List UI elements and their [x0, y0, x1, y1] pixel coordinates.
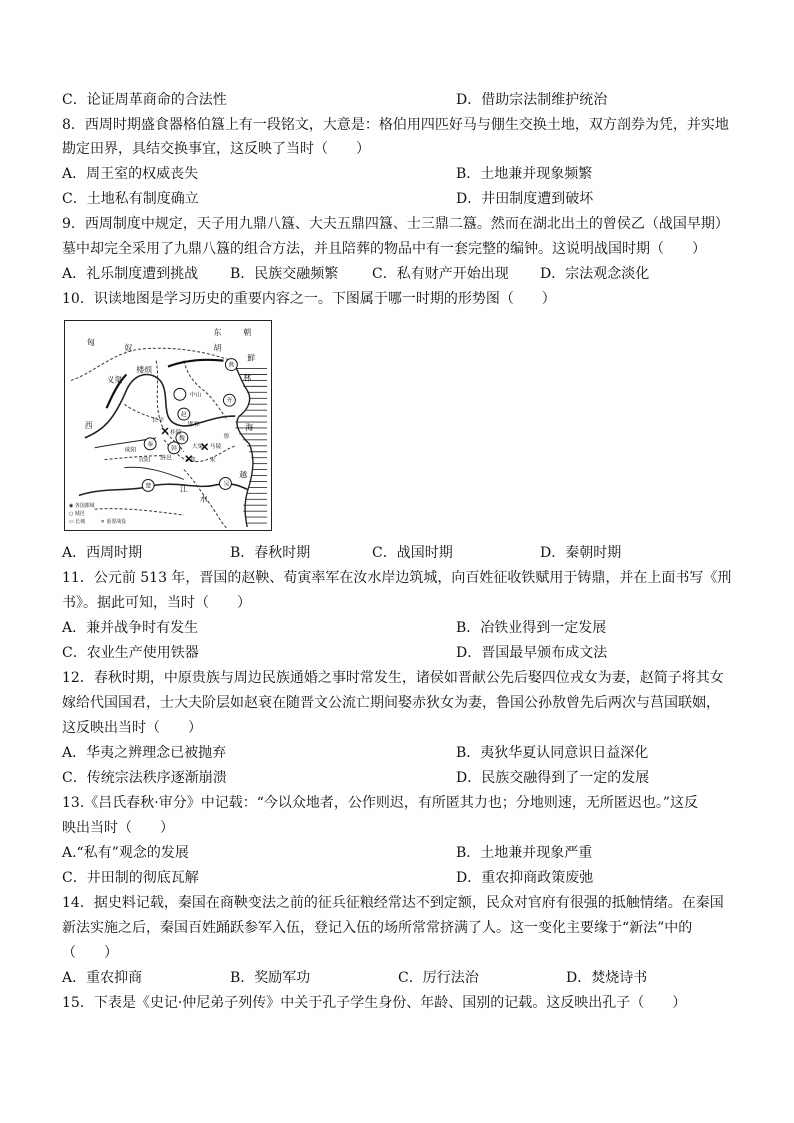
q14-stem-line-3: （ ） [62, 945, 118, 961]
q14-option-d[interactable]: D．焚烧诗书 [566, 970, 648, 986]
map-label: 鲁 [223, 432, 230, 440]
coastline [233, 363, 253, 527]
q7-option-d[interactable]: D．借助宗法制维护统治 [456, 92, 608, 108]
q9-option-d[interactable]: D．宗法观念淡化 [540, 266, 650, 282]
q12-option-d[interactable]: D．民族交融得到了一定的发展 [456, 770, 650, 786]
q13-option-a[interactable]: A.“私有”观念的发展 [62, 845, 189, 861]
q13-stem-line-2: 映出当时（ ） [62, 820, 174, 836]
map-label: 楼烦 [136, 365, 153, 375]
map-label: 中山 [189, 391, 202, 399]
sea-hatching [235, 369, 267, 523]
map-label: 匈 [86, 337, 95, 347]
q11-stem-line-1: 11．公元前 513 年，晋国的赵鞅、荀寅率军在汝水岸边筑城，向百姓征收铁赋用于铸鼎，并在上面书写《刑 [62, 570, 732, 586]
q13-option-b[interactable]: B．土地兼并现象严重 [456, 845, 593, 861]
q10-option-d[interactable]: D．秦朝时期 [540, 545, 622, 561]
q11-option-d[interactable]: D．晋国最早颁布成文法 [456, 645, 608, 661]
map-label: 洛邑 [160, 454, 172, 462]
map-label: 桂陵 [169, 428, 182, 436]
q14-stem-line-2: 新法实施之后，秦国百姓踊跃参军入伍，登记入伍的场所常常挤满了人。这一变化主要缘于“新法”中的 [62, 920, 693, 936]
q8-option-b[interactable]: B．土地兼并现象频繁 [456, 166, 593, 182]
q12-option-b[interactable]: B．夷狄华夏认同意识日益深化 [456, 745, 649, 761]
q8-option-a[interactable]: A．周王室的权威丧失 [62, 166, 199, 182]
map-label: 郑 [189, 456, 196, 464]
map-label: 江 [179, 484, 188, 494]
han-river [124, 467, 183, 479]
q14-option-a[interactable]: A．重农抑商 [62, 970, 143, 986]
map-label: 魏 [178, 434, 185, 442]
warring-states-map [64, 320, 272, 531]
q11-option-b[interactable]: B．冶铁业得到一定发展 [456, 620, 607, 636]
q8-stem-line-2: 勘定田界，具结交换事宜，这反映了当时（ ） [62, 141, 370, 157]
map-label: 鲜 [247, 353, 256, 363]
q9-option-c[interactable]: C．私有财产开始出现 [372, 266, 509, 282]
q8-stem-line-1: 8．西周时期盛食器格伯簋上有一段铭文，大意是：格伯用四匹好马与倗生交换土地，双方剖券为凭，并实地 [62, 117, 729, 133]
map-label: 海 [245, 422, 254, 432]
q10-option-c[interactable]: C．战国时期 [372, 545, 453, 561]
legend-item: ✕ 重要战役 [100, 519, 127, 526]
map-label: 宜阳 [138, 456, 151, 464]
q11-stem-line-2: 书》。据此可知，当时（ ） [62, 595, 251, 611]
q12-stem-line-1: 12．春秋时期，中原贵族与周边民族通婚之事时常发生，诸侯如晋献公先后娶四位戎女为妻，赵简子将其女 [62, 670, 724, 686]
map-label: 林 [243, 373, 252, 383]
map-label: 宋 [209, 456, 216, 464]
legend-item: ○ 城邑 [68, 511, 85, 518]
map-label: 楚 [145, 482, 152, 490]
map-label: 燕 [228, 361, 235, 369]
map-labels [85, 327, 255, 503]
map-label: 韩 [170, 444, 177, 452]
q14-stem-line-1: 14．据史料记载，秦国在商鞅变法之前的征兵征粮经常达不到定额，民众对官府有很强的抵触情绪。在秦国 [62, 895, 724, 911]
legend-item: ◉ 各国都城 [68, 503, 95, 510]
map-label: 咸阳 [124, 446, 137, 454]
map-label: 秦 [147, 440, 154, 448]
map-svg [65, 321, 271, 530]
map-label: 大梁 [191, 442, 204, 450]
q9-option-a[interactable]: A．礼乐制度遭到挑战 [62, 266, 199, 282]
q9-stem-line-2: 墓中却完全采用了九鼎八簋的组合方法，并且陪葬的物品中有一套完整的编钟。这说明战国时期（ ） [62, 241, 706, 257]
map-label: 朝 [243, 327, 252, 337]
map-label: 水 [199, 494, 208, 504]
q14-option-c[interactable]: C．厉行法治 [398, 970, 479, 986]
q11-option-a[interactable]: A．兼并战争时有发生 [62, 620, 199, 636]
map-label: 邯郸 [187, 420, 200, 428]
q15-stem: 15．下表是《史记·仲尼弟子列传》中关于孔子学生身份、年龄、国别的记载。这反映出孔子（ ） [62, 995, 687, 1011]
q8-option-c[interactable]: C．土地私有制度确立 [62, 191, 199, 207]
q7-option-c[interactable]: C．论证周革商命的合法性 [62, 92, 227, 108]
q12-option-c[interactable]: C．传统宗法秩序逐渐崩溃 [62, 770, 227, 786]
legend-item: ▭ 长城 [68, 519, 86, 526]
q10-option-b[interactable]: B．春秋时期 [230, 545, 311, 561]
q11-option-c[interactable]: C．农业生产使用铁器 [62, 645, 199, 661]
q13-option-c[interactable]: C．井田制的彻底瓦解 [62, 870, 199, 886]
map-label: 越 [239, 470, 248, 480]
map-label: 齐 [226, 397, 233, 405]
map-label: 义渠 [106, 375, 123, 385]
q9-stem-line-1: 9．西周制度中规定，天子用九鼎八簋、大夫五鼎四簋、士三鼎二簋。然而在湖北出土的曾侯乙（战国早期） [62, 216, 729, 232]
map-label: 长平 [152, 417, 165, 425]
q10-stem: 10．识读地图是学习历史的重要内容之一。下图属于哪一时期的形势图（ ） [62, 291, 556, 307]
map-label: 吴 [223, 480, 230, 488]
q13-stem-line-1: 13.《吕氏春秋·审分》中记载：“今以众地者，公作则迟，有所匿其力也；分地则速，无所匿迟也。”这反 [62, 795, 699, 811]
q12-stem-line-3: 这反映出当时（ ） [62, 720, 202, 736]
q13-option-d[interactable]: D．重农抑商政策废弛 [456, 870, 594, 886]
q12-option-a[interactable]: A．华夷之辨理念已被抛弃 [62, 745, 227, 761]
q10-option-a[interactable]: A．西周时期 [62, 545, 143, 561]
map-label: 胡 [213, 343, 222, 353]
q8-option-d[interactable]: D．井田制度遭到破坏 [456, 191, 594, 207]
map-label: 奴 [124, 343, 133, 353]
map-label: 西 [84, 420, 93, 430]
map-label: 东 [213, 327, 222, 337]
map-legend [69, 502, 126, 525]
map-label: 赵 [180, 411, 187, 419]
map-label: 马陵 [209, 442, 222, 450]
q9-option-b[interactable]: B．民族交融频繁 [230, 266, 339, 282]
q14-option-b[interactable]: B．奖励军功 [230, 970, 311, 986]
q12-stem-line-2: 嫁给代国国君，士大夫阶层如赵衰在随晋文公流亡期间娶赤狄女为妻，鲁国公孙敖曾先后两次与莒国联姻， [62, 695, 720, 711]
